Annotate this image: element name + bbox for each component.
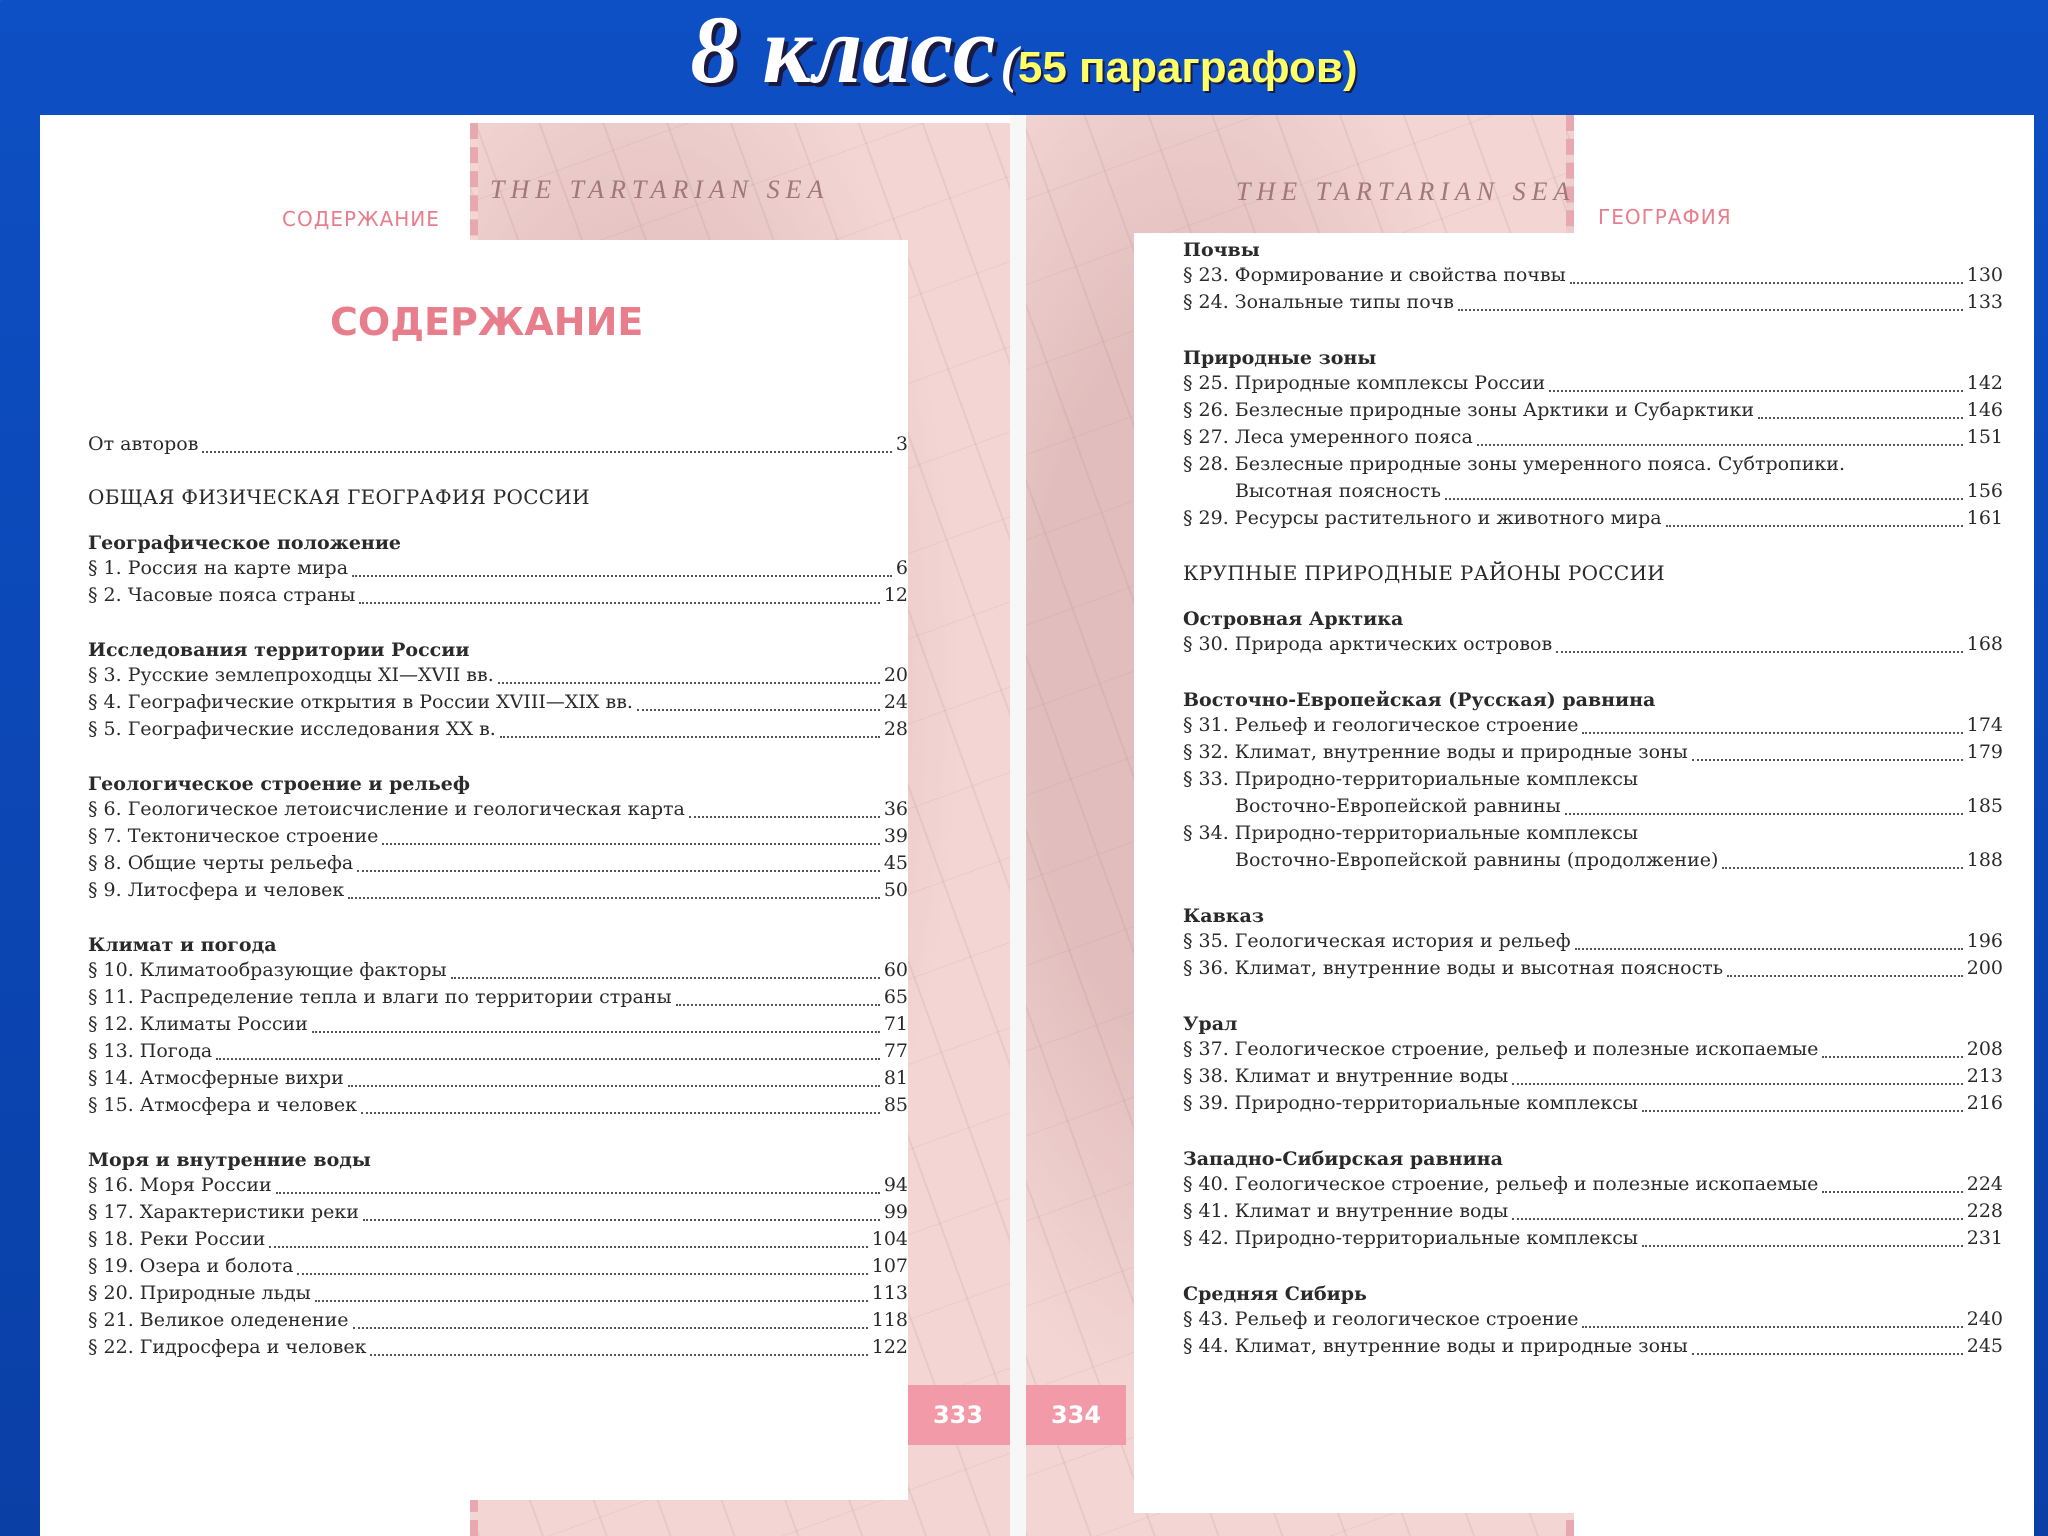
section-heading: Моря и внутренние воды — [88, 1149, 371, 1171]
toc-entry: § 8. Общие черты рельефа 45 — [88, 852, 908, 874]
toc-entry: § 27. Леса умеренного пояса 151 — [1183, 426, 2003, 448]
left-page-number: 333 — [906, 1385, 1010, 1445]
toc-entry: § 21. Великое оледенение 118 — [88, 1309, 908, 1331]
toc-entry: От авторов 3 — [88, 433, 908, 455]
part-heading: ОБЩАЯ ФИЗИЧЕСКАЯ ГЕОГРАФИЯ РОССИИ — [88, 485, 590, 509]
right-page-number: 334 — [1026, 1385, 1126, 1445]
toc-entry: § 30. Природа арктических островов 168 — [1183, 633, 2003, 655]
toc-entry: § 25. Природные комплексы России 142 — [1183, 372, 2003, 394]
toc-entry: § 4. Географические открытия в России XVIII—XIX вв. 24 — [88, 691, 908, 713]
toc-entry: § 7. Тектоническое строение 39 — [88, 825, 908, 847]
section-heading: Геологическое строение и рельеф — [88, 773, 471, 795]
toc-entry: Восточно-Европейской равнины 185 — [1235, 795, 2003, 817]
section-heading: Урал — [1183, 1013, 1238, 1035]
section-heading: Исследования территории России — [88, 639, 470, 661]
toc-entry: § 31. Рельеф и геологическое строение 174 — [1183, 714, 2003, 736]
slide-title — [0, 0, 2048, 110]
toc-entry: § 29. Ресурсы растительного и животного мира 161 — [1183, 507, 2003, 529]
toc-entry: § 15. Атмосфера и человек 85 — [88, 1094, 908, 1116]
right-running-head: ГЕОГРАФИЯ — [1598, 205, 1732, 229]
section-heading: Восточно-Европейская (Русская) равнина — [1183, 689, 1656, 711]
book-spread — [40, 115, 2034, 1536]
toc-entry: § 12. Климаты России 71 — [88, 1013, 908, 1035]
toc-entry-line: § 34. Природно-территориальные комплексы — [1183, 822, 1639, 844]
section-heading: Островная Арктика — [1183, 608, 1404, 630]
toc-entry: § 44. Климат, внутренние воды и природные зоны 245 — [1183, 1335, 2003, 1357]
toc-entry: § 32. Климат, внутренние воды и природные зоны 179 — [1183, 741, 2003, 763]
toc-entry: § 23. Формирование и свойства почвы 130 — [1183, 264, 2003, 286]
toc-entry: § 1. Россия на карте мира 6 — [88, 557, 908, 579]
toc-entry: § 17. Характеристики реки 99 — [88, 1201, 908, 1223]
toc-entry: § 37. Геологическое строение, рельеф и полезные ископаемые 208 — [1183, 1038, 2003, 1060]
section-heading: Кавказ — [1183, 905, 1264, 927]
toc-entry: § 26. Безлесные природные зоны Арктики и Субарктики 146 — [1183, 399, 2003, 421]
page-title: СОДЕРЖАНИЕ — [330, 300, 644, 344]
toc-entry: § 5. Географические исследования XX в. 28 — [88, 718, 908, 740]
toc-entry: § 16. Моря России 94 — [88, 1174, 908, 1196]
toc-entry: § 40. Геологическое строение, рельеф и полезные ископаемые 224 — [1183, 1173, 2003, 1195]
left-running-head: СОДЕРЖАНИЕ — [282, 207, 440, 231]
right-map-label: THE TARTARIAN SEA — [1236, 177, 1576, 206]
toc-entry: § 20. Природные льды 113 — [88, 1282, 908, 1304]
section-heading: Западно-Сибирская равнина — [1183, 1148, 1503, 1170]
slide-title-paren: ( — [1000, 37, 1018, 94]
toc-entry: § 10. Климатообразующие факторы 60 — [88, 959, 908, 981]
toc-entry: § 22. Гидросфера и человек 122 — [88, 1336, 908, 1358]
toc-entry: § 3. Русские землепроходцы XI—XVII вв. 20 — [88, 664, 908, 686]
section-heading: Почвы — [1183, 239, 1260, 261]
toc-entry: Высотная поясность 156 — [1235, 480, 2003, 502]
toc-entry: Восточно-Европейской равнины (продолжение) 188 — [1235, 849, 2003, 871]
toc-entry: § 39. Природно-территориальные комплексы 216 — [1183, 1092, 2003, 1114]
toc-entry: § 19. Озера и болота 107 — [88, 1255, 908, 1277]
toc-entry: § 6. Геологическое летоисчисление и геологическая карта 36 — [88, 798, 908, 820]
toc-entry: § 9. Литосфера и человек 50 — [88, 879, 908, 901]
toc-entry: § 2. Часовые пояса страны 12 — [88, 584, 908, 606]
part-heading: КРУПНЫЕ ПРИРОДНЫЕ РАЙОНЫ РОССИИ — [1183, 561, 1665, 585]
toc-entry: § 18. Реки России 104 — [88, 1228, 908, 1250]
section-heading: Географическое положение — [88, 532, 402, 554]
section-heading: Природные зоны — [1183, 347, 1377, 369]
spine — [1010, 115, 1026, 1536]
toc-entry: § 24. Зональные типы почв 133 — [1183, 291, 2003, 313]
toc-entry: § 41. Климат и внутренние воды 228 — [1183, 1200, 2003, 1222]
slide-title-main: 8 класс — [690, 0, 996, 103]
toc-entry: § 38. Климат и внутренние воды 213 — [1183, 1065, 2003, 1087]
toc-entry-line: § 28. Безлесные природные зоны умеренного пояса. Субтропики. — [1183, 453, 1845, 475]
toc-entry: § 36. Климат, внутренние воды и высотная поясность 200 — [1183, 957, 2003, 979]
slide-title-sub: 55 параграфов) — [1017, 43, 1358, 92]
toc-entry: § 42. Природно-территориальные комплексы 231 — [1183, 1227, 2003, 1249]
left-map-label: THE TARTARIAN SEA — [490, 175, 830, 204]
toc-entry: § 14. Атмосферные вихри 81 — [88, 1067, 908, 1089]
toc-entry: § 11. Распределение тепла и влаги по территории страны 65 — [88, 986, 908, 1008]
toc-entry: § 13. Погода 77 — [88, 1040, 908, 1062]
toc-entry: § 35. Геологическая история и рельеф 196 — [1183, 930, 2003, 952]
toc-entry: § 43. Рельеф и геологическое строение 240 — [1183, 1308, 2003, 1330]
section-heading: Средняя Сибирь — [1183, 1283, 1367, 1305]
toc-entry-line: § 33. Природно-территориальные комплексы — [1183, 768, 1639, 790]
section-heading: Климат и погода — [88, 934, 277, 956]
